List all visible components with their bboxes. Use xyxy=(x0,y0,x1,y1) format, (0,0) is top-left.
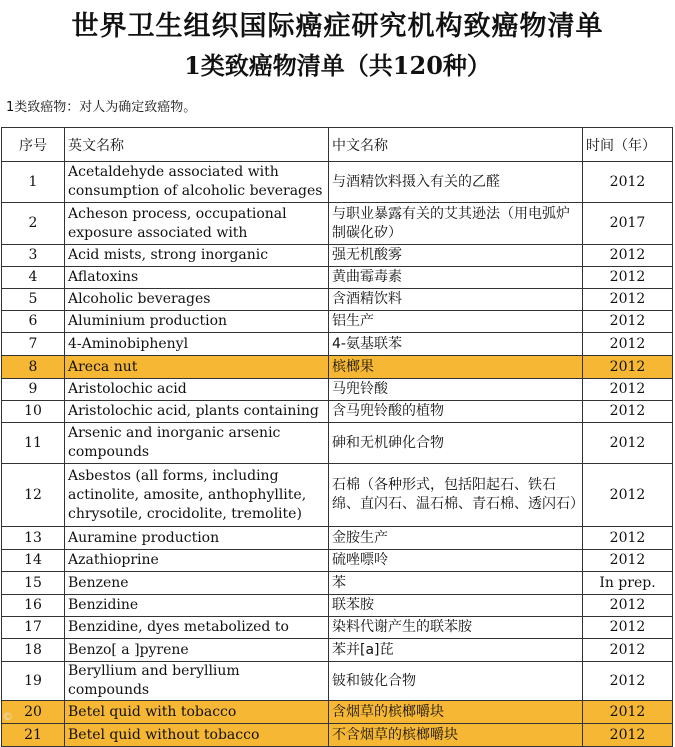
row-english-name: Acheson process, occupational exposure associated with xyxy=(65,203,329,245)
row-year: 2012 xyxy=(583,617,673,639)
table-row xyxy=(2,527,673,550)
header-chinese-name: 中文名称 xyxy=(329,128,583,162)
row-number: 18 xyxy=(2,639,65,662)
row-chinese-name: 与酒精饮料摄入有关的乙醛 xyxy=(329,162,583,203)
table-row xyxy=(2,203,673,245)
row-chinese-name: 金胺生产 xyxy=(329,527,583,550)
row-year: In prep. xyxy=(583,572,673,595)
table-row xyxy=(2,464,673,527)
table-row xyxy=(2,724,673,747)
row-chinese-name: 含酒精饮料 xyxy=(329,289,583,311)
row-number: 13 xyxy=(2,527,65,550)
row-year: 2012 xyxy=(583,527,673,550)
row-english-name: Benzidine xyxy=(65,595,329,617)
row-number: 19 xyxy=(2,662,65,701)
table-row xyxy=(2,401,673,423)
row-chinese-name: 马兜铃酸 xyxy=(329,379,583,401)
row-chinese-name: 苯 xyxy=(329,572,583,595)
row-number: 14 xyxy=(2,550,65,572)
row-year: 2012 xyxy=(583,379,673,401)
table-row xyxy=(2,423,673,464)
row-chinese-name: 石棉（各种形式，包括阳起石、铁石绵、直闪石、温石棉、青石棉、透闪石） xyxy=(329,464,583,527)
row-english-name: Aluminium production xyxy=(65,311,329,333)
page-title: 世界卫生组织国际癌症研究机构致癌物清单 xyxy=(71,11,604,42)
row-number: 15 xyxy=(2,572,65,595)
table-row xyxy=(2,333,673,356)
row-chinese-name: 砷和无机砷化合物 xyxy=(329,423,583,464)
row-english-name: Aristolochic acid xyxy=(65,379,329,401)
row-number: 10 xyxy=(2,401,65,423)
row-english-name: Alcoholic beverages xyxy=(65,289,329,311)
table-row xyxy=(2,662,673,701)
row-english-name: Aristolochic acid, plants containing xyxy=(65,401,329,423)
watermark-logo: © xyxy=(2,710,13,723)
row-year: 2012 xyxy=(583,701,673,724)
table-row xyxy=(2,162,673,203)
row-number: 17 xyxy=(2,617,65,639)
row-year: 2012 xyxy=(583,245,673,267)
row-year: 2012 xyxy=(583,464,673,527)
table-row xyxy=(2,617,673,639)
row-year: 2012 xyxy=(583,356,673,379)
table-row xyxy=(2,639,673,662)
table-row xyxy=(2,356,673,379)
row-number: 8 xyxy=(2,356,65,379)
row-chinese-name: 硫唑嘌呤 xyxy=(329,550,583,572)
row-chinese-name: 染料代谢产生的联苯胺 xyxy=(329,617,583,639)
carcinogen-table xyxy=(1,127,673,747)
row-english-name: Arsenic and inorganic arsenic compounds xyxy=(65,423,329,464)
table-row xyxy=(2,245,673,267)
table-row xyxy=(2,311,673,333)
header-english-name: 英文名称 xyxy=(65,128,329,162)
row-year: 2012 xyxy=(583,550,673,572)
row-chinese-name: 强无机酸雾 xyxy=(329,245,583,267)
table-row xyxy=(2,701,673,724)
row-chinese-name: 不含烟草的槟榔嚼块 xyxy=(329,724,583,747)
row-english-name: Areca nut xyxy=(65,356,329,379)
row-number: 4 xyxy=(2,267,65,289)
row-number: 6 xyxy=(2,311,65,333)
category-definition: 1类致癌物：对人为确定致癌物。 xyxy=(6,100,197,115)
row-english-name: Betel quid without tobacco xyxy=(65,724,329,747)
row-number: 11 xyxy=(2,423,65,464)
table-row xyxy=(2,550,673,572)
row-chinese-name: 联苯胺 xyxy=(329,595,583,617)
row-year: 2012 xyxy=(583,423,673,464)
page-subtitle: 1类致癌物清单（共120种） xyxy=(184,51,491,80)
row-year: 2017 xyxy=(583,203,673,245)
row-chinese-name: 4-氨基联苯 xyxy=(329,333,583,356)
row-number: 9 xyxy=(2,379,65,401)
table-row xyxy=(2,289,673,311)
row-year: 2012 xyxy=(583,311,673,333)
row-english-name: Benzo[ a ]pyrene xyxy=(65,639,329,662)
row-number: 3 xyxy=(2,245,65,267)
row-chinese-name: 含烟草的槟榔嚼块 xyxy=(329,701,583,724)
row-chinese-name: 槟榔果 xyxy=(329,356,583,379)
row-number: 7 xyxy=(2,333,65,356)
row-year: 2012 xyxy=(583,289,673,311)
row-english-name: Acetaldehyde associated with consumption of alcoholic beverages xyxy=(65,162,329,203)
row-chinese-name: 铝生产 xyxy=(329,311,583,333)
row-chinese-name: 苯并[a]芘 xyxy=(329,639,583,662)
header-number: 序号 xyxy=(2,128,65,162)
row-number: 16 xyxy=(2,595,65,617)
table-row xyxy=(2,379,673,401)
row-number: 20 xyxy=(2,701,65,724)
row-english-name: 4-Aminobiphenyl xyxy=(65,333,329,356)
row-english-name: Betel quid with tobacco xyxy=(65,701,329,724)
table-body xyxy=(2,162,673,747)
row-english-name: Acid mists, strong inorganic xyxy=(65,245,329,267)
row-year: 2012 xyxy=(583,662,673,701)
row-year: 2012 xyxy=(583,639,673,662)
row-english-name: Auramine production xyxy=(65,527,329,550)
row-english-name: Benzene xyxy=(65,572,329,595)
row-english-name: Benzidine, dyes metabolized to xyxy=(65,617,329,639)
row-year: 2012 xyxy=(583,162,673,203)
row-number: 21 xyxy=(2,724,65,747)
row-english-name: Beryllium and beryllium compounds xyxy=(65,662,329,701)
row-chinese-name: 黄曲霉毒素 xyxy=(329,267,583,289)
table-header-row xyxy=(2,128,673,162)
row-number: 5 xyxy=(2,289,65,311)
table-row xyxy=(2,572,673,595)
row-year: 2012 xyxy=(583,401,673,423)
row-chinese-name: 含马兜铃酸的植物 xyxy=(329,401,583,423)
row-year: 2012 xyxy=(583,333,673,356)
row-year: 2012 xyxy=(583,724,673,747)
row-year: 2012 xyxy=(583,267,673,289)
row-year: 2012 xyxy=(583,595,673,617)
row-number: 2 xyxy=(2,203,65,245)
row-chinese-name: 铍和铍化合物 xyxy=(329,662,583,701)
row-english-name: Asbestos (all forms, including actinolite, amosite, anthophyllite, chrysotile, crocidolite, tremolite) xyxy=(65,464,329,527)
table-row xyxy=(2,267,673,289)
row-english-name: Azathioprine xyxy=(65,550,329,572)
table-row xyxy=(2,595,673,617)
row-number: 12 xyxy=(2,464,65,527)
row-chinese-name: 与职业暴露有关的艾其逊法（用电弧炉制碳化矽） xyxy=(329,203,583,245)
header-year: 时间（年） xyxy=(583,128,673,162)
row-number: 1 xyxy=(2,162,65,203)
row-english-name: Aflatoxins xyxy=(65,267,329,289)
